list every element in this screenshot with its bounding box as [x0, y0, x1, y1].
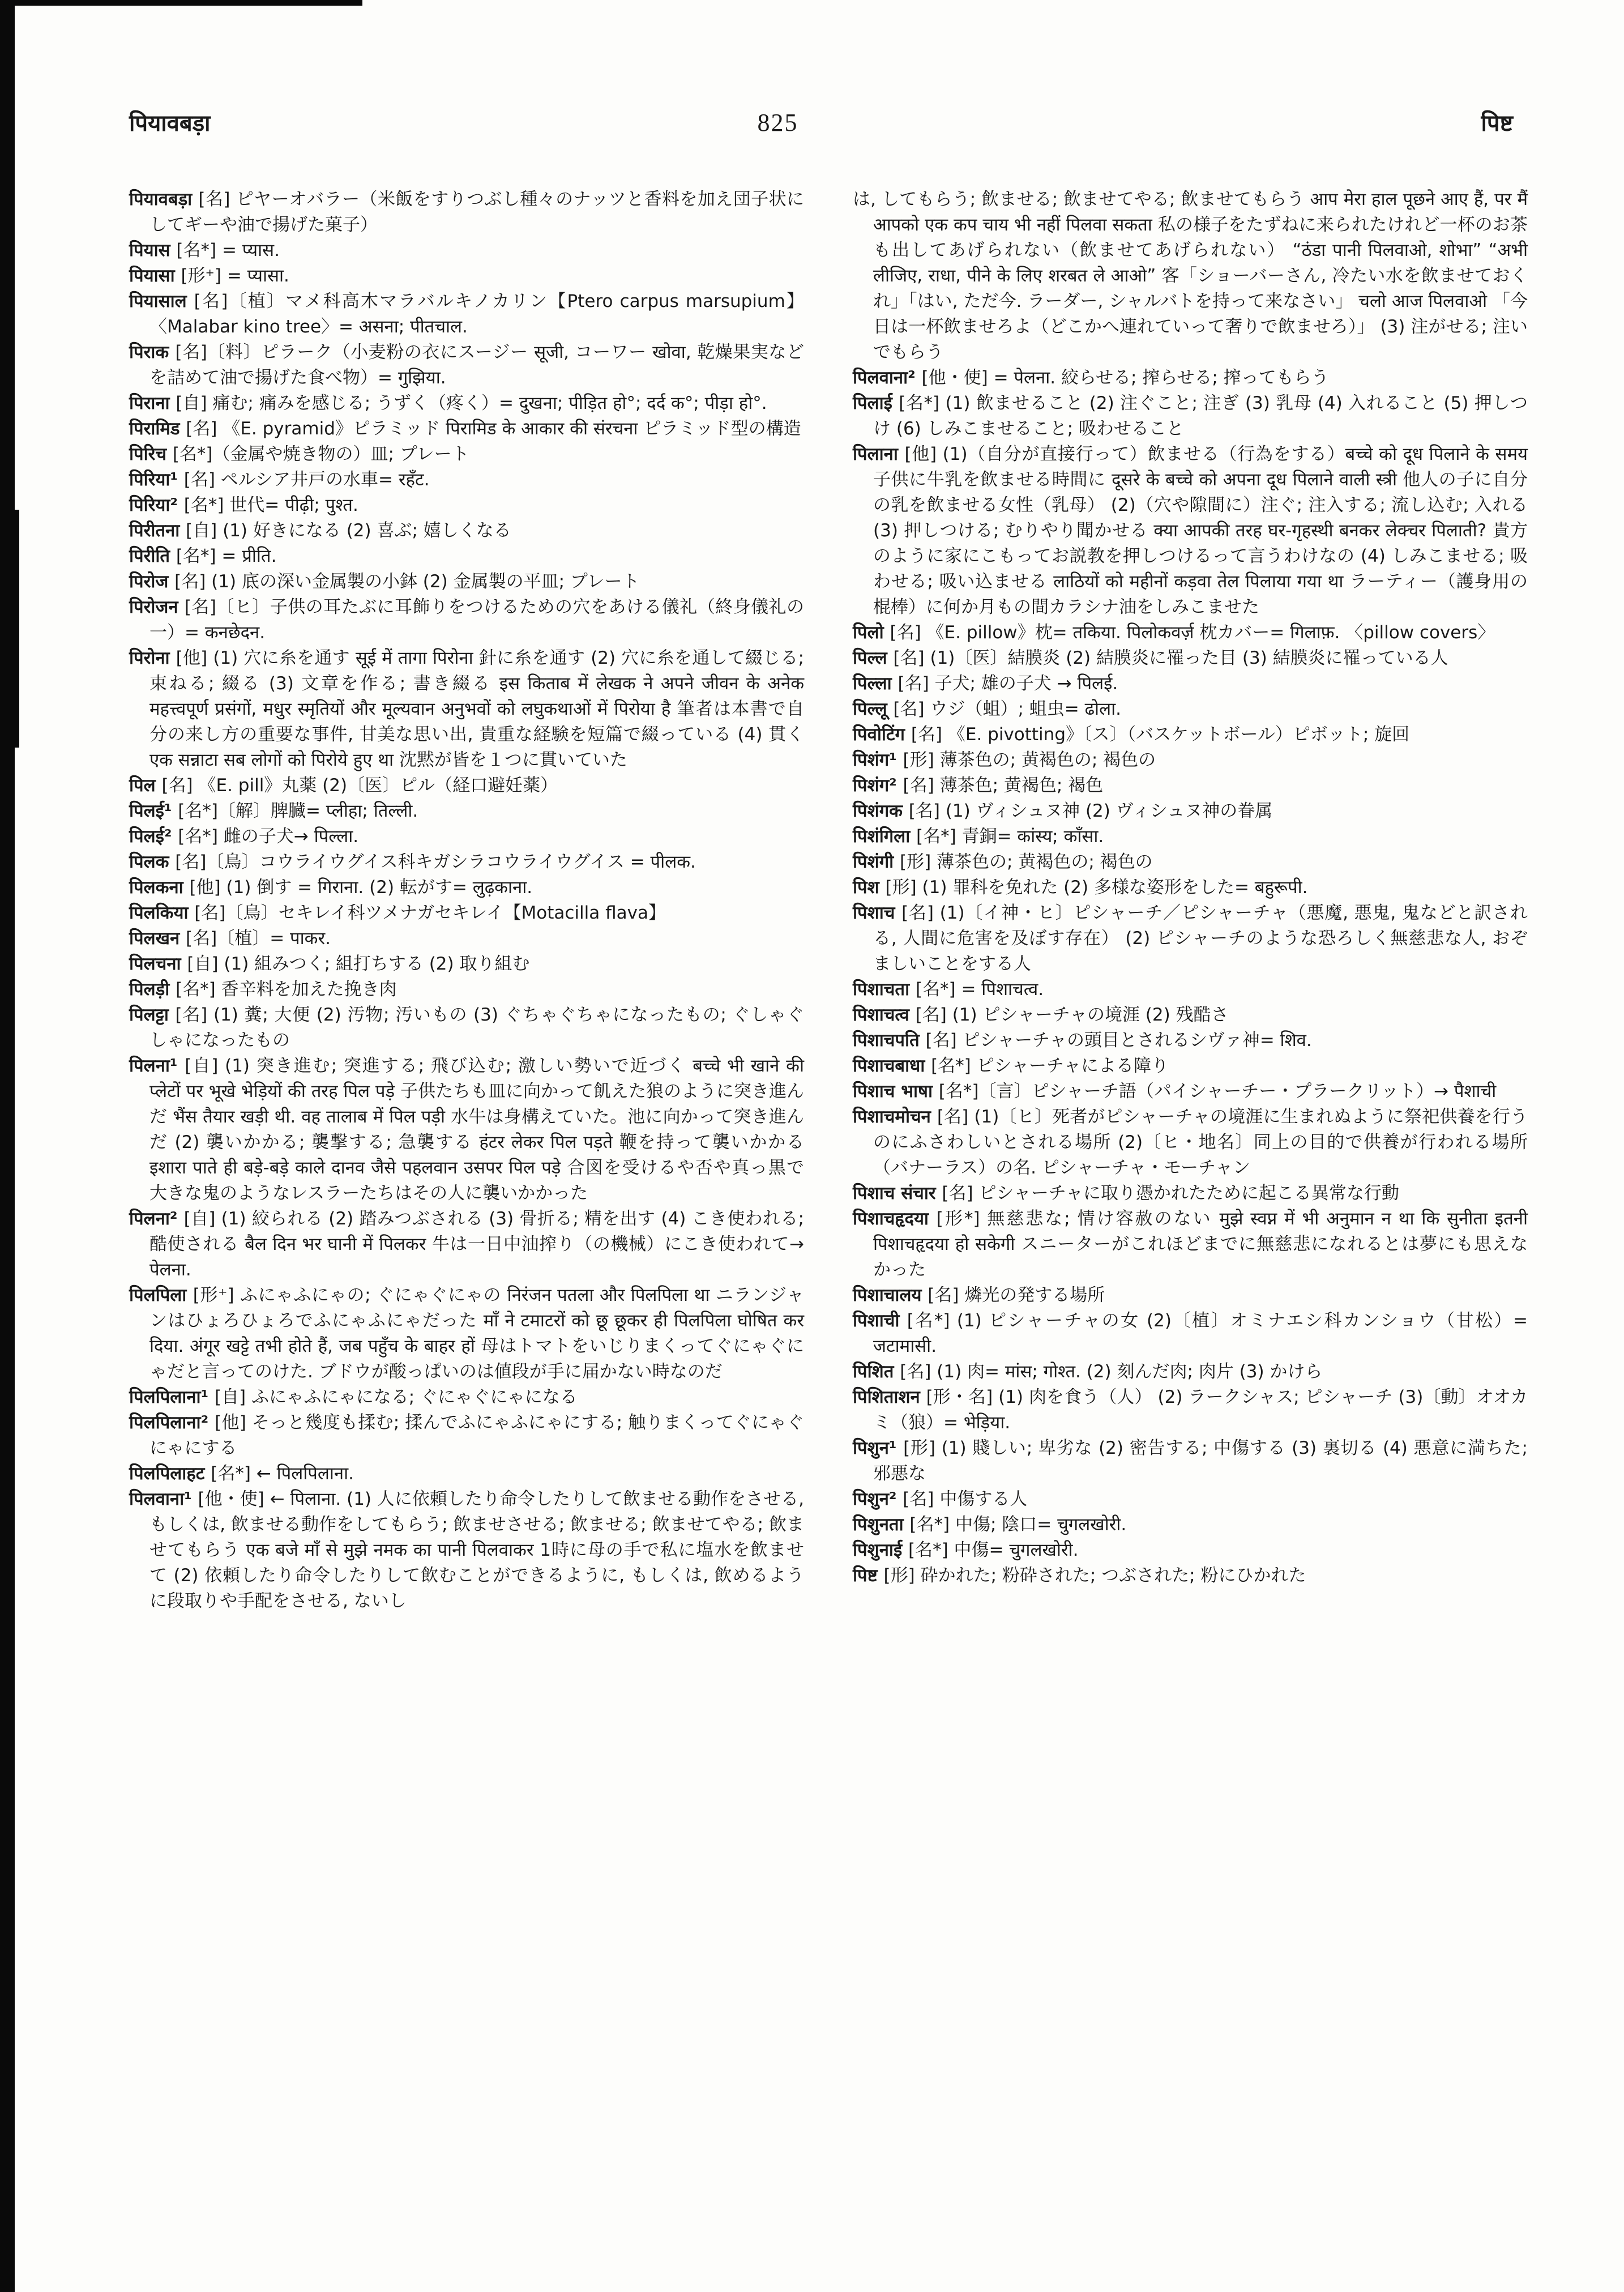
- entry-headword: पिशंग²: [853, 775, 903, 796]
- entry-headword: पिशाच संचार: [853, 1183, 942, 1203]
- dictionary-entry: [853, 620, 1528, 646]
- entry-headword: पिल: [129, 775, 162, 796]
- entry-headword: पिलखन: [129, 928, 186, 949]
- page-header: [129, 106, 1513, 143]
- entry-headword: पिलाना: [853, 444, 905, 464]
- entry-body: [他] そっと幾度も揉む; 揉んでふにゃふにゃにする; 触りまくってぐにゃぐにゃにする: [149, 1412, 804, 1458]
- entry-body: [名] (1) 糞; 大便 (2) 汚物; 汚いもの (3) ぐちゃぐちゃになったもの; ぐしゃぐしゃになったもの: [149, 1005, 804, 1051]
- entry-headword: पिरीतना: [129, 520, 186, 541]
- entry-body: [名] 《E. pill》丸薬 (2)〔医〕ピル（経口避妊薬）: [161, 775, 558, 796]
- entry-headword: पिलपिलाना¹: [129, 1387, 215, 1407]
- entry-body: [形*] 無慈悲な; 情け容赦のない मुझे स्वप्न में भी अनुमान न था कि सुनीता इतनी पिशाचहृदया हो सकेगी スニーターがこれほどまでに無慈悲になれるとは夢にも思えなかった: [873, 1209, 1528, 1280]
- entry-headword: पिशाचबाधा: [853, 1056, 931, 1076]
- dictionary-entry: [129, 340, 804, 391]
- dictionary-entry: [129, 416, 804, 442]
- dictionary-entry: [853, 773, 1528, 799]
- entry-body: [他・使] = पेलना. 絞らせる; 搾らせる; 搾ってもらう: [921, 368, 1329, 388]
- dictionary-entry: [129, 1053, 804, 1206]
- entry-body: [名]〔植〕マメ科高木マラバルキノカリン【Ptero carpus marsupium】〈Malabar kino tree〉= असना; पीतचाल.: [149, 291, 804, 337]
- entry-body: [名] 中傷する人: [903, 1489, 1028, 1509]
- entry-body: [名*]〔解〕脾臓= प्लीहा; तिल्ली.: [178, 801, 418, 821]
- entry-headword: पिशाच भाषा: [853, 1081, 939, 1102]
- scan-edge-artifact: [0, 0, 362, 6]
- header-guide-word-left: पियावबड़ा: [129, 110, 211, 136]
- entry-headword: पिशाच: [853, 903, 902, 923]
- entry-body: [名*] ピシャーチャによる障り: [931, 1056, 1169, 1076]
- entry-body: [名]〔鳥〕セキレイ科ツメナガセキレイ【Motacilla flava】: [194, 903, 666, 923]
- scan-edge-artifact: [15, 510, 19, 748]
- dictionary-entry: [129, 391, 804, 416]
- entry-body: [名] 子犬; 雄の子犬 → पिलई.: [898, 673, 1118, 694]
- dictionary-entry: [129, 951, 804, 977]
- entry-body: [形] (1) 罪科を免れた (2) 多様な姿形をした= बहुरूपी.: [885, 877, 1308, 898]
- entry-body: [形] 砕かれた; 粉砕された; つぶされた; 粉にひかれた: [883, 1565, 1306, 1586]
- entry-body: [名*] 青銅= कांस्य; काँसा.: [916, 826, 1104, 847]
- entry-headword: पिरिच: [129, 444, 173, 464]
- entry-body: [自] (1) 好きになる (2) 喜ぶ; 嬉しくなる: [186, 520, 511, 541]
- entry-headword: पिशाचपति: [853, 1030, 926, 1051]
- entry-headword: पिलना¹: [129, 1056, 185, 1076]
- dictionary-entry: [129, 569, 804, 595]
- entry-body: [名] 薄茶色; 黄褐色; 褐色: [903, 775, 1104, 796]
- entry-headword: पिशुनाई: [853, 1540, 908, 1560]
- entry-body: [名] (1) ヴィシュヌ神 (2) ヴィシュヌ神の眷属: [908, 801, 1273, 821]
- dictionary-entry: [129, 544, 804, 569]
- entry-headword: पिशंगक: [853, 801, 909, 821]
- entry-body: は, してもらう; 飲ませる; 飲ませてやる; 飲ませてもらう आप मेरा हाल पूछने आए हैं, पर मैं आपको एक कप चाय भी नहीं पिलवा सकता 私の様子をたずねに来られたけれど一杯のお茶も出してあげられない（飲ませてあげられない） “ठंडा पानी पिलवाओ, शोभा” “अभी लीजिए, राधा, पीने के लिए शरबत ले आओ” 客「ショーバーさん, 冷たい水を飲ませておくれ」「はい, ただ今. ラーダー, シャルバトを持って来なさい」 चलो आज पिलवाओ 「今日は一杯飲ませろよ（どこかへ連れていって奢りで飲ませろ）」 (3) 注がせる; 注いでもらう: [853, 189, 1528, 362]
- entry-body: [形] 薄茶色の; 黄褐色の; 褐色の: [903, 750, 1156, 770]
- dictionary-entry: [853, 697, 1528, 722]
- entry-headword: पिशाचमोचन: [853, 1107, 937, 1127]
- dictionary-entry: [129, 1283, 804, 1385]
- entry-body: [名] 燐光の発する場所: [928, 1285, 1105, 1305]
- entry-body: [名]〔鳥〕コウライウグイス科キガシラコウライウグイス = पीलक.: [175, 852, 696, 872]
- dictionary-entry: [129, 926, 804, 951]
- entry-body: [自] ふにゃふにゃになる; ぐにゃぐにゃになる: [214, 1387, 578, 1407]
- entry-headword: पिलपिलाहट: [129, 1463, 211, 1484]
- dictionary-entry: [853, 977, 1528, 1002]
- entry-headword: पिराक: [129, 342, 176, 362]
- entry-body: [名] (1)〔医〕結膜炎 (2) 結膜炎に罹った目 (3) 結膜炎に罹っている人: [893, 648, 1448, 668]
- dictionary-entry: [129, 646, 804, 773]
- entry-body: [名*] = प्रीति.: [176, 546, 277, 566]
- entry-body: [自] (1) 組みつく; 組打ちする (2) 取り組む: [187, 954, 530, 974]
- dictionary-entry: [853, 1206, 1528, 1283]
- dictionary-entry: [129, 518, 804, 544]
- entry-body: [名*] 香辛料を加えた挽き肉: [176, 979, 397, 1000]
- entry-headword: पिरोज: [129, 571, 175, 592]
- entry-headword: पिरिया²: [129, 495, 184, 515]
- entry-body: [名*] = पिशाचत्व.: [915, 979, 1044, 1000]
- entry-headword: पिलना²: [129, 1209, 184, 1229]
- dictionary-entry: [129, 875, 804, 900]
- entry-headword: पिशाचता: [853, 979, 916, 1000]
- entry-headword: पिश: [853, 877, 886, 898]
- dictionary-entry: [853, 875, 1528, 900]
- dictionary-entry: [129, 824, 804, 850]
- entry-body: [他] (1) 穴に糸を通す सूई में तागा पिरोना 針に糸を通す (2) 穴に糸を通して綴じる; 束ねる; 綴る (3) 文章を作る; 書き綴る इस किताब में लेखक ने अपने जीवन के अनेक महत्त्वपूर्ण प्रसंगों, मधुर स्मृतियों और मूल्यवान अनुभवों को लघुकथाओं में पिरोया है 筆者は本書で自分の来し方の重要な事件, 甘美な思い出, 貴重な経験を短篇で綴っている (4) 貫く एक सन्नाटा सब लोगों को पिरोये हुए था 沈黙が皆を１つに貫いていた: [149, 648, 804, 770]
- dictionary-entry: [129, 1487, 804, 1614]
- dictionary-entry: [129, 263, 804, 289]
- entry-body: [他] (1) 倒す = गिराना. (2) 転がす= लुढ़काना.: [189, 877, 533, 898]
- entry-body: [名] 《E. pillow》枕= तकिया. पिलोकवर्ज़ 枕カバー= गिलाफ़. 〈pillow covers〉: [890, 622, 1495, 643]
- dictionary-entry: [129, 238, 804, 263]
- header-guide-word-right: पिष्ट: [1481, 110, 1513, 136]
- entry-headword: पिशिताशन: [853, 1387, 926, 1407]
- entry-body: [名] (1) 底の深い金属製の小鉢 (2) 金属製の平皿; プレート: [174, 571, 640, 592]
- entry-body: [名] (1)〔イ神・ヒ〕ピシャーチ／ピシャーチャ（悪魔, 悪鬼, 鬼などと訳される, 人間に危害を及ぼす存在） (2) ピシャーチのような恐ろしく無慈悲な人, おぞましいことをする人: [873, 903, 1528, 974]
- entry-headword: पिरीति: [129, 546, 176, 566]
- right-column: [853, 187, 1528, 1614]
- dictionary-entry: [853, 1028, 1528, 1053]
- dictionary-entry: [129, 799, 804, 824]
- dictionary-entry: [853, 442, 1528, 620]
- dictionary-entry: [129, 467, 804, 493]
- dictionary-entry: [129, 773, 804, 799]
- entry-body: [他・使] ← पिलाना. (1) 人に依頼したり命令したりして飲ませる動作をさせる, もしくは, 飲ませる動作をしてもらう; 飲ませさせる; 飲ませる; 飲ませてやる; 飲ませてもらう एक बजे माँ से मुझे नमक का पानी पिलवाकर 1時に母の手で私に塩水を飲ませて (2) 依頼したり命令したりして飲むことができるように, もしくは, 飲めるように段取りや手配をさせる, ないし: [149, 1489, 804, 1611]
- dictionary-entry: [129, 442, 804, 467]
- entry-body: [形] (1) 賤しい; 卑劣な (2) 密告する; 中傷する (3) 裏切る (4) 悪意に満ちた; 邪悪な: [873, 1438, 1528, 1484]
- entry-body: [自] 痛む; 痛みを感じる; うずく（疼く）= दुखना; पीड़ित हो°; दर्द क°; पीड़ा हो°.: [176, 393, 767, 413]
- entry-headword: पिलट्टा: [129, 1005, 176, 1025]
- entry-body: [名*] 雌の子犬→ पिल्ला.: [178, 826, 359, 847]
- entry-headword: पिलकना: [129, 877, 190, 898]
- entry-body: [形・名] (1) 肉を食う（人） (2) ラークシャス; ピシャーチ (3)〔動〕オオカミ（狼）= भेड़िया.: [873, 1387, 1528, 1433]
- scan-edge-artifact: [0, 0, 15, 2292]
- dictionary-entry: [853, 1385, 1528, 1436]
- entry-headword: पिलवाना²: [853, 368, 922, 388]
- entry-headword: पिरामिड: [129, 419, 186, 439]
- entry-headword: पिशुनता: [853, 1514, 910, 1535]
- entry-headword: पिशंगी: [853, 852, 900, 872]
- dictionary-entry: [129, 289, 804, 340]
- dictionary-entry: [129, 1206, 804, 1283]
- entry-headword: पिशंग¹: [853, 750, 903, 770]
- dictionary-entry: [853, 187, 1528, 365]
- dictionary-entry: [129, 1002, 804, 1053]
- dictionary-entry: [853, 671, 1528, 697]
- entry-body: [名] (1) ピシャーチャの境涯 (2) 残酷さ: [915, 1005, 1229, 1025]
- entry-headword: पिरोना: [129, 648, 176, 668]
- entry-body: [名*]（金属や焼き物の）皿; プレート: [172, 444, 469, 464]
- dictionary-entry: [853, 1538, 1528, 1563]
- entry-headword: पिल्लू: [853, 699, 894, 719]
- entry-body: [自] (1) 突き進む; 突進する; 飛び込む; 激しい勢いで近づく बच्चे भी खाने की प्लेटों पर भूखे भेड़ियों की तरह पिल पड़े 子供たちも皿に向かって飢えた狼のように突き進んだ भैंस तैयार खड़ी थी. वह तालाब में पिल पड़ी 水牛は身構えていた。池に向かって突き進んだ (2) 襲いかかる; 襲撃する; 急襲する हंटर लेकर पिल पड़ते 鞭を持って襲いかかる इशारा पाते ही बड़े-बड़े काले दानव जैसे पहलवान उसपर पिल पड़े 合図を受けるや否や真っ黒で大きな鬼のようなレスラーたちはその人に襲いかかった: [149, 1056, 804, 1203]
- entry-body: [名*] 中傷; 陰口= चुगलखोरी.: [909, 1514, 1127, 1535]
- entry-body: [名*]〔言〕ピシャーチ語（パイシャーチー・プラークリット）→ पैशाची: [938, 1081, 1497, 1102]
- left-column: [129, 187, 804, 1614]
- entry-body: [名]〔植〕= पाकर.: [186, 928, 331, 949]
- entry-headword: पिलकिया: [129, 903, 195, 923]
- entry-headword: पियासा: [129, 266, 181, 286]
- entry-headword: पिशाची: [853, 1311, 907, 1331]
- entry-headword: पिशाचत्व: [853, 1005, 916, 1025]
- entry-headword: पिलवाना¹: [129, 1489, 198, 1509]
- entry-headword: पिवोटिंग: [853, 724, 911, 745]
- entry-body: [名] ピシャーチャの頭目とされるシヴァ神= शिव.: [925, 1030, 1312, 1051]
- dictionary-entry: [853, 646, 1528, 671]
- dictionary-entry: [853, 365, 1528, 391]
- entry-body: [名] 《E. pivotting》〔ス〕（バスケットボール）ピボット; 旋回: [911, 724, 1410, 745]
- dictionary-entry: [853, 1308, 1528, 1359]
- entry-headword: पिरिया¹: [129, 470, 184, 490]
- dictionary-entry: [129, 1385, 804, 1410]
- dictionary-entry: [853, 1512, 1528, 1538]
- entry-body: [名] ピシャーチャに取り憑かれたために起こる異常な行動: [942, 1183, 1399, 1203]
- entry-headword: पिलई²: [129, 826, 178, 847]
- dictionary-entry: [853, 824, 1528, 850]
- dictionary-entry: [853, 1079, 1528, 1104]
- entry-body: [他] (1)（自分が直接行って）飲ませる（行為をする）बच्चे को दूध पिलाने के समय 子供に牛乳を飲ませる時間に दूसरे के बच्चे को अपना दूध पिलाने वाली स्त्री 他人の子に自分の乳を飲ませる女性（乳母） (2)（穴や隙間に）注ぐ; 注入する; 流し込む; 入れる (3) 押しつける; むりやり聞かせる क्या आपकी तरह घर-गृहस्थी बनकर लेक्चर पिलाती? 貴方のように家にこもってお説教を押しつけるって言うわけなの (4) しみこませる; 吸わせる; 吸い込ませる लाठियों को महीनों कड़वा तेल पिलाया गया था ラーティー（護身用の棍棒）に何か月もの間カラシナ油をしみこませた: [873, 444, 1528, 617]
- dictionary-entry: [853, 1359, 1528, 1385]
- dictionary-entry: [853, 850, 1528, 875]
- dictionary-entry: [853, 1563, 1528, 1589]
- entry-headword: पिलो: [853, 622, 890, 643]
- entry-body: [自] (1) 絞られる (2) 踏みつぶされる (3) 骨折る; 精を出す (4) こき使われる; 酷使される बैल दिन भर घानी में पिलकर 牛は一日中油搾り（の機械）にこき使われて→ पेलना.: [149, 1209, 804, 1280]
- entry-headword: पिष्ट: [853, 1565, 884, 1586]
- entry-headword: पिलचना: [129, 954, 187, 974]
- entry-headword: पिरोजन: [129, 597, 185, 617]
- dictionary-entry: [129, 493, 804, 518]
- entry-body: [名*] 世代= पीढ़ी; पुश्त.: [183, 495, 358, 515]
- dictionary-entry: [129, 595, 804, 646]
- entry-headword: पिलक: [129, 852, 176, 872]
- entry-body: [名] (1) 肉= मांस; गोश्त. (2) 刻んだ肉; 肉片 (3) かけら: [900, 1361, 1323, 1382]
- entry-headword: पिलड़ी: [129, 979, 176, 1000]
- entry-body: [名]〔ヒ〕子供の耳たぶに耳飾りをつけるための穴をあける儀礼（終身儀礼の一）= कनछेदन.: [149, 597, 804, 643]
- entry-body: [名] ペルシア井戸の水車= रहँट.: [183, 470, 430, 490]
- entry-headword: पिशुन²: [853, 1489, 903, 1509]
- dictionary-entry: [853, 1487, 1528, 1512]
- entry-body: [名]〔料〕ピラーク（小麦粉の衣にスージー सूजी, コーワー खोवा, 乾燥果実などを詰めて油で揚げた食べ物）= गुझिया.: [149, 342, 804, 388]
- entry-body: [名*] (1) 飲ませること (2) 注ぐこと; 注ぎ (3) 乳母 (4) 入れること (5) 押しつけ (6) しみこませること; 吸わせること: [873, 393, 1528, 439]
- dictionary-entry: [853, 722, 1528, 748]
- dictionary-entry: [853, 1436, 1528, 1487]
- entry-body: [名*] (1) ピシャーチャの女 (2)〔植〕オミナエシ科カンショウ（甘松）= जटामासी.: [873, 1311, 1528, 1356]
- dictionary-entry: [853, 1181, 1528, 1206]
- entry-headword: पियासाल: [129, 291, 194, 311]
- entry-headword: पिशाचालय: [853, 1285, 928, 1305]
- entry-headword: पियास: [129, 240, 177, 261]
- entry-body: [名*] ← पिलपिलाना.: [211, 1463, 354, 1484]
- entry-headword: पिलई¹: [129, 801, 178, 821]
- entry-body: [名] 《E. pyramid》ピラミッド पिरामिड के आकार की संरचना ピラミッド型の構造: [186, 419, 801, 439]
- entry-headword: पिलपिला: [129, 1285, 193, 1305]
- entry-body: [名*] 中傷= चुगलखोरी.: [908, 1540, 1079, 1560]
- entry-body: [名] ピヤーオバラー（米飯をすりつぶし種々のナッツと香料を加え団子状にしてギーや油で揚げた菓子）: [149, 189, 804, 235]
- entry-body: [名] ウジ（蛆）; 蛆虫= ढोला.: [893, 699, 1121, 719]
- entry-body: [名] (1)〔ヒ〕死者がピシャーチャの境涯に生まれぬように祭祀供養を行うのにふさわしいとされる場所 (2)〔ヒ・地名〕同上の目的で供養が行われる場所（バナーラス）の名. ピシャーチャ・モーチャン: [873, 1107, 1528, 1178]
- entry-headword: पिराना: [129, 393, 176, 413]
- entry-headword: पिशंगिला: [853, 826, 917, 847]
- dictionary-entry: [129, 977, 804, 1002]
- entry-headword: पिल्ल: [853, 648, 894, 668]
- dictionary-entry: [129, 187, 804, 238]
- entry-headword: पिलाई: [853, 393, 899, 413]
- entry-headword: पिलपिलाना²: [129, 1412, 215, 1433]
- dictionary-entry: [853, 1053, 1528, 1079]
- dictionary-entry: [853, 748, 1528, 773]
- entry-headword: पियावबड़ा: [129, 189, 199, 210]
- dictionary-entry: [853, 1104, 1528, 1181]
- dictionary-entry: [853, 391, 1528, 442]
- entry-body: [形⁺] = प्यासा.: [181, 266, 289, 286]
- dictionary-entry: [853, 1283, 1528, 1308]
- page-number: 825: [757, 109, 798, 136]
- entry-body: [形⁺] ふにゃふにゃの; ぐにゃぐにゃの निरंजन पतला और पिलपिला था ニランジャンはひょろひょろでふにゃふにゃだった माँ ने टमाटरों को छू छूकर ही पिलपिला घोषित कर दिया. अंगूर खट्टे तभी होते हैं, जब पहुँच के बाहर हों 母はトマトをいじりまくってぐにゃぐにゃだと言ってのけた. ブドウが酸っぱいのは値段が手に届かない時なのだ: [149, 1285, 804, 1382]
- entry-headword: पिल्ला: [853, 673, 898, 694]
- dictionary-entry: [129, 850, 804, 875]
- dictionary-entry: [129, 900, 804, 926]
- dictionary-entry: [853, 1002, 1528, 1028]
- entry-headword: पिशाचहृदया: [853, 1209, 937, 1229]
- dictionary-entry: [129, 1461, 804, 1487]
- text-columns: [129, 187, 1528, 1614]
- dictionary-entry: [853, 799, 1528, 824]
- entry-body: [名*] = प्यास.: [176, 240, 280, 261]
- entry-body: [形] 薄茶色の; 黄褐色の; 褐色の: [900, 852, 1153, 872]
- dictionary-entry: [853, 900, 1528, 977]
- dictionary-entry: [129, 1410, 804, 1461]
- entry-headword: पिशुन¹: [853, 1438, 904, 1458]
- entry-headword: पिशित: [853, 1361, 900, 1382]
